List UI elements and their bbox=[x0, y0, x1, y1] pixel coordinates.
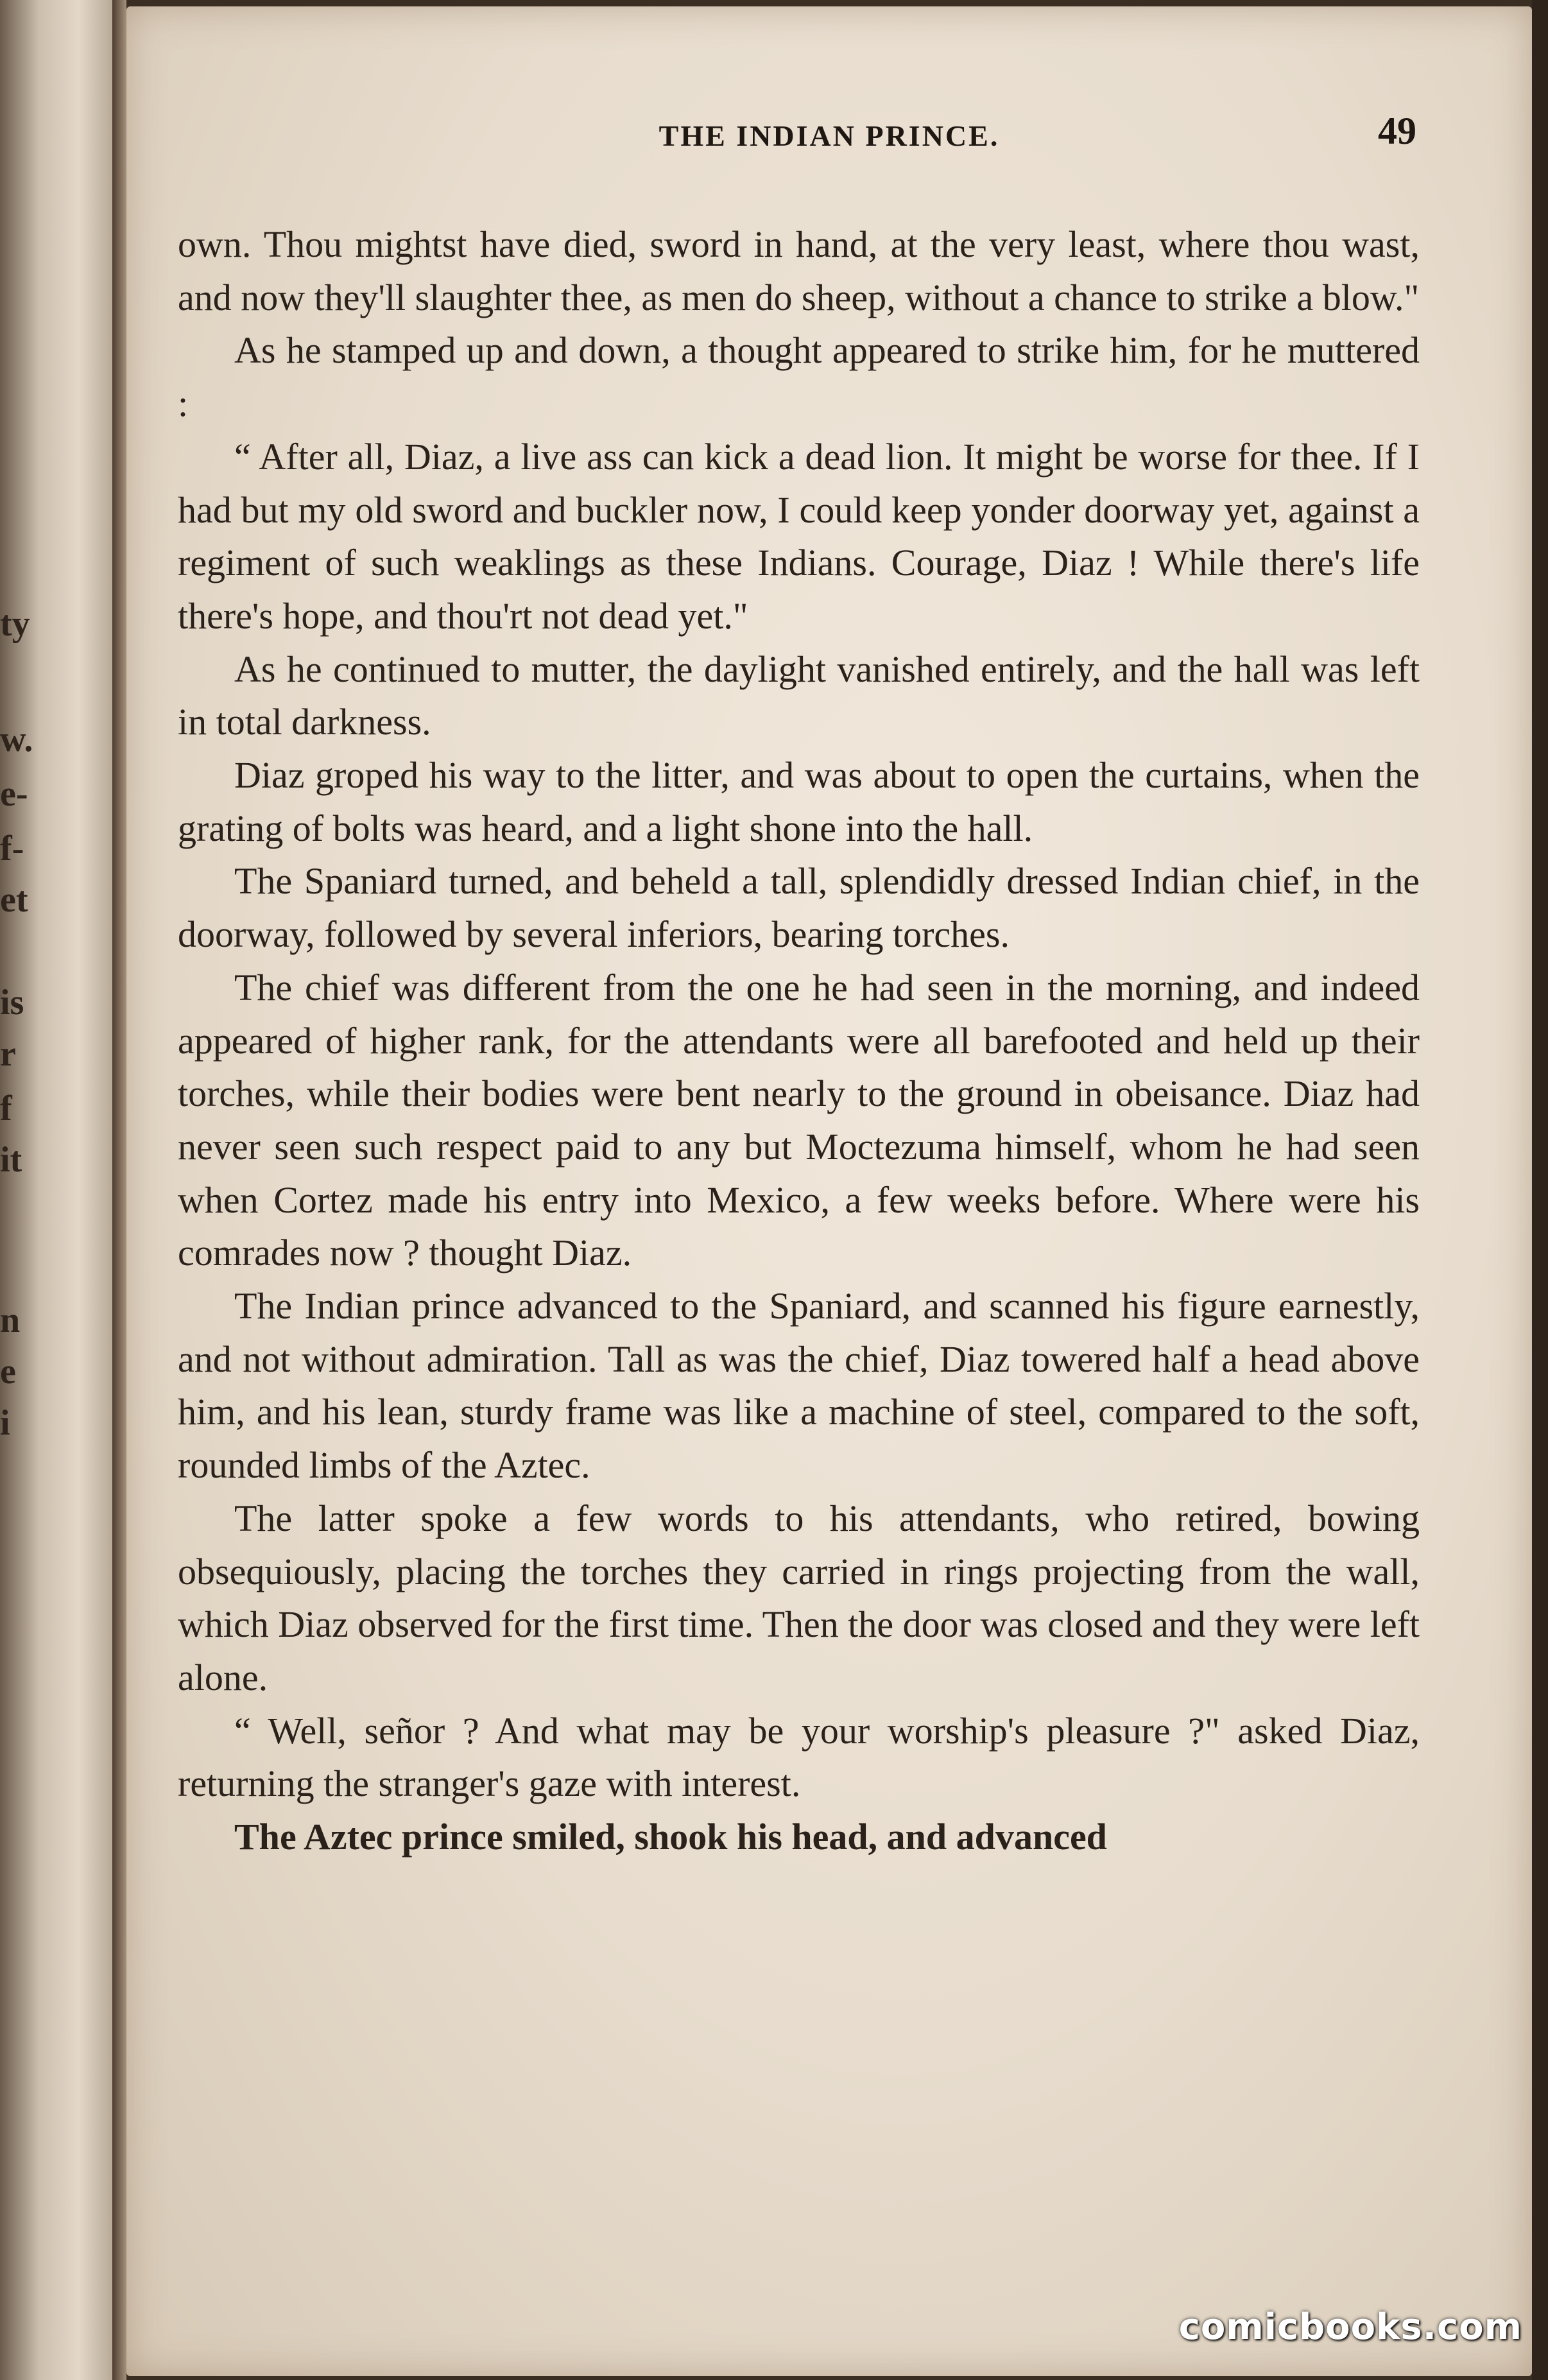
left-fragment: f bbox=[0, 1089, 12, 1128]
body-text bbox=[178, 218, 1420, 1864]
paragraph: The latter spoke a few words to his attendants, who retired, bowing obsequiously, placing the torches they carried in rings projecting from the wall, which Diaz observed for the first time. Then the door was closed and they were left alone. bbox=[178, 1497, 1420, 1698]
left-fragment: ty bbox=[0, 604, 30, 644]
book-gutter bbox=[112, 0, 126, 2380]
left-fragment: is bbox=[0, 983, 24, 1022]
paragraph: The Aztec prince smiled, shook his head, and advanced bbox=[234, 1816, 1107, 1858]
paragraph: Diaz groped his way to the litter, and was about to open the curtains, when the grating of bolts was heard, and a light shone into the hall. bbox=[178, 754, 1420, 849]
paragraph: As he stamped up and down, a thought appeared to strike him, for he muttered : bbox=[178, 329, 1420, 425]
paragraph: The chief was different from the one he had seen in the morning, and indeed appeared of higher rank, for the attendants were all barefooted and held up their torches, while their bodies were bent nearly to the ground in obeisance. Diaz had never seen such respect paid to any but Moctezuma himself, whom he had seen when Cortez made his entry into Mexico, a few weeks before. Where were his comrades now ? thought Diaz. bbox=[178, 966, 1420, 1274]
left-fragment: n bbox=[0, 1300, 21, 1340]
watermark-text: comicbooks.com bbox=[1178, 2306, 1522, 2348]
paragraph: “ Well, señor ? And what may be your worship's pleasure ?" asked Diaz, returning the stranger's gaze with interest. bbox=[178, 1709, 1420, 1805]
paragraph: The Indian prince advanced to the Spaniard, and scanned his figure earnestly, and not without admiration. Tall as was the chief, Diaz towered half a head above him, and his lean, sturdy frame was like a machine of steel, compared to the soft, rounded limbs of the Aztec. bbox=[178, 1285, 1420, 1487]
left-fragment: i bbox=[0, 1403, 10, 1443]
paragraph: The Spaniard turned, and beheld a tall, splendidly dressed Indian chief, in the doorway, followed by several inferiors, bearing torches. bbox=[178, 860, 1420, 956]
paragraph: “ After all, Diaz, a live ass can kick a dead lion. It might be worse for thee. If I had but my old sword and buckler now, I could keep yonder doorway yet, against a regiment of such weaklings as these Indians. Courage, Diaz ! While there's life there's hope, and thou'rt not dead yet." bbox=[178, 435, 1420, 637]
left-fragment: it bbox=[0, 1140, 22, 1180]
book-page bbox=[126, 6, 1532, 2376]
left-fragment: f- bbox=[0, 829, 24, 868]
left-fragment: e bbox=[0, 1352, 16, 1392]
paragraph: As he continued to mutter, the daylight vanished entirely, and the hall was left in total darkness. bbox=[178, 648, 1420, 743]
paragraph: own. Thou mightst have died, sword in hand, at the very least, where thou wast, and now they'll slaughter thee, as men do sheep, without a chance to strike a blow." bbox=[178, 223, 1420, 318]
page-number: 49 bbox=[1378, 110, 1416, 152]
left-fragment: et bbox=[0, 880, 28, 920]
right-page-edge bbox=[1532, 0, 1548, 2380]
left-page-fragments bbox=[0, 0, 112, 2380]
running-head: THE INDIAN PRINCE. bbox=[658, 119, 1000, 152]
left-fragment: w. bbox=[0, 720, 33, 759]
left-fragment: r bbox=[0, 1034, 16, 1074]
left-fragment: e- bbox=[0, 774, 28, 814]
